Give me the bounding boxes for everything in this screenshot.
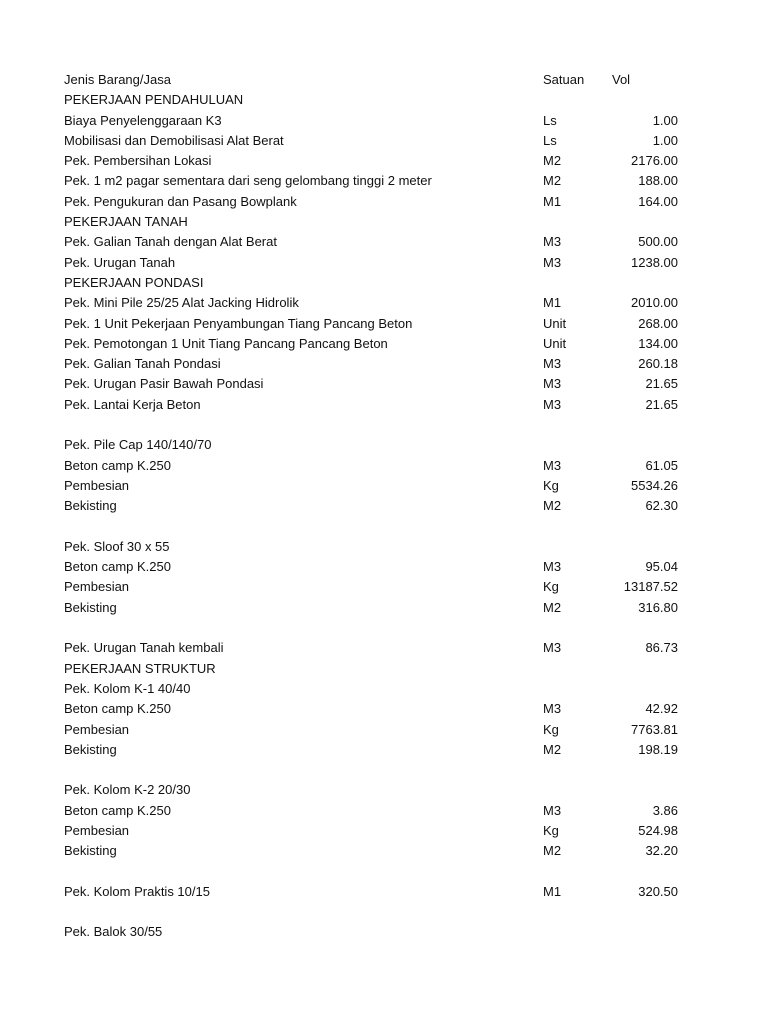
item-description: Pek. Kolom Praktis 10/15 xyxy=(64,883,210,899)
item-description: Pek. Galian Tanah dengan Alat Berat xyxy=(64,234,277,250)
item-unit: M3 xyxy=(543,254,562,270)
item-volume: 260.18 xyxy=(638,356,678,372)
table-row xyxy=(64,638,704,658)
table-row xyxy=(64,618,704,638)
item-unit: Ls xyxy=(543,112,557,128)
item-description: Pek. 1 Unit Pekerjaan Penyambungan Tiang Pancang Beton xyxy=(64,315,413,331)
table-row xyxy=(64,374,704,394)
item-description: Pek. Galian Tanah Pondasi xyxy=(64,356,221,372)
table-row xyxy=(64,821,704,841)
item-description: Bekisting xyxy=(64,843,117,859)
table-row xyxy=(64,882,704,902)
item-volume: 268.00 xyxy=(638,315,678,331)
table-row xyxy=(64,517,704,537)
table-row xyxy=(64,192,704,212)
table-row xyxy=(64,922,704,942)
item-description: Pek. Pengukuran dan Pasang Bowplank xyxy=(64,193,297,209)
item-unit: Kg xyxy=(543,822,559,838)
item-unit: M3 xyxy=(543,802,562,818)
item-volume: 3.86 xyxy=(652,802,678,818)
table-row xyxy=(64,780,704,800)
item-volume: 61.05 xyxy=(645,457,678,473)
item-description: Biaya Penyelenggaraan K3 xyxy=(64,112,222,128)
item-unit: Kg xyxy=(543,721,559,737)
header-vol-label: Vol xyxy=(612,72,631,87)
table-row xyxy=(64,314,704,334)
table-row xyxy=(64,659,704,679)
item-description: Pembesian xyxy=(64,822,130,838)
table-row xyxy=(64,334,704,354)
item-unit: M1 xyxy=(543,883,562,899)
item-description: Bekisting xyxy=(64,741,117,757)
table-row xyxy=(64,151,704,171)
table-row xyxy=(64,253,704,273)
item-description: Pek. 1 m2 pagar sementara dari seng gelombang tinggi 2 meter xyxy=(64,173,432,189)
item-description: Beton camp K.250 xyxy=(64,559,171,575)
item-volume: 316.80 xyxy=(638,599,678,615)
table-row xyxy=(64,232,704,252)
item-description: Pembesian xyxy=(64,579,130,595)
item-description: Beton camp K.250 xyxy=(64,457,171,473)
item-volume: 134.00 xyxy=(638,335,678,351)
table-row xyxy=(64,557,704,577)
item-unit: M3 xyxy=(543,396,562,412)
item-description: Beton camp K.250 xyxy=(64,701,171,717)
item-list xyxy=(64,90,704,942)
item-volume: 500.00 xyxy=(638,234,678,250)
item-description: PEKERJAAN PONDASI xyxy=(64,274,204,290)
table-row xyxy=(64,273,704,293)
item-volume: 7763.81 xyxy=(631,721,678,737)
item-volume: 95.04 xyxy=(645,559,678,575)
item-unit: M2 xyxy=(543,741,562,757)
item-unit: Kg xyxy=(543,477,559,493)
item-volume: 2010.00 xyxy=(631,295,678,311)
table-row xyxy=(64,456,704,476)
table-row xyxy=(64,902,704,922)
item-volume: 86.73 xyxy=(645,640,678,656)
item-unit: M2 xyxy=(543,599,562,615)
item-description: Bekisting xyxy=(64,599,117,615)
item-volume: 164.00 xyxy=(638,193,678,209)
item-volume: 42.92 xyxy=(645,701,678,717)
item-description: Pek. Kolom K-1 40/40 xyxy=(64,680,191,696)
item-volume: 1.00 xyxy=(652,132,678,148)
table-row xyxy=(64,395,704,415)
table-row xyxy=(64,293,704,313)
item-unit: M1 xyxy=(543,193,562,209)
table-row xyxy=(64,537,704,557)
item-description: Pek. Lantai Kerja Beton xyxy=(64,396,201,412)
table-row xyxy=(64,598,704,618)
table-row xyxy=(64,435,704,455)
table-row xyxy=(64,415,704,435)
item-unit: Unit xyxy=(543,315,567,331)
item-unit: Ls xyxy=(543,132,557,148)
table-row xyxy=(64,131,704,151)
table-row xyxy=(64,171,704,191)
item-unit: M2 xyxy=(543,498,562,514)
item-description: Pek. Pemotongan 1 Unit Tiang Pancang Pancang Beton xyxy=(64,335,388,351)
item-unit: M3 xyxy=(543,559,562,575)
table-row xyxy=(64,760,704,780)
table-row xyxy=(64,577,704,597)
item-description: Pembesian xyxy=(64,721,130,737)
item-unit: M3 xyxy=(543,376,562,392)
item-description: PEKERJAAN PENDAHULUAN xyxy=(64,92,244,108)
item-description: Bekisting xyxy=(64,498,117,514)
header-item-label: Jenis Barang/Jasa xyxy=(64,72,171,87)
table-row xyxy=(64,801,704,821)
header-unit-label: Satuan xyxy=(543,72,585,87)
item-description: PEKERJAAN STRUKTUR xyxy=(64,660,216,676)
item-volume: 198.19 xyxy=(638,741,678,757)
item-unit: M3 xyxy=(543,701,562,717)
item-description: Beton camp K.250 xyxy=(64,802,171,818)
table-row xyxy=(64,740,704,760)
item-volume: 1238.00 xyxy=(631,254,678,270)
table-row xyxy=(64,90,704,110)
item-unit: Kg xyxy=(543,579,559,595)
table-row xyxy=(64,699,704,719)
item-unit: Unit xyxy=(543,335,567,351)
table-row xyxy=(64,212,704,232)
table-row xyxy=(64,679,704,699)
item-unit: M3 xyxy=(543,234,562,250)
item-description: PEKERJAAN TANAH xyxy=(64,214,188,230)
table-row xyxy=(64,354,704,374)
item-volume: 320.50 xyxy=(638,883,678,899)
table-row xyxy=(64,111,704,131)
item-volume: 1.00 xyxy=(652,112,678,128)
item-unit: M2 xyxy=(543,153,562,169)
item-volume: 13187.52 xyxy=(623,579,678,595)
item-unit: M1 xyxy=(543,295,562,311)
item-description: Pembesian xyxy=(64,477,130,493)
table-row xyxy=(64,720,704,740)
item-volume: 32.20 xyxy=(645,843,678,859)
table-row xyxy=(64,862,704,882)
item-description: Pek. Urugan Tanah kembali xyxy=(64,640,224,656)
item-volume: 188.00 xyxy=(638,173,678,189)
item-volume: 21.65 xyxy=(645,396,678,412)
item-volume: 2176.00 xyxy=(631,153,678,169)
item-unit: M2 xyxy=(543,173,562,189)
item-description: Pek. Urugan Tanah xyxy=(64,254,176,270)
table-row xyxy=(64,476,704,496)
item-description: Pek. Balok 30/55 xyxy=(64,924,163,940)
item-description: Pek. Pembersihan Lokasi xyxy=(64,153,212,169)
item-description: Pek. Kolom K-2 20/30 xyxy=(64,782,191,798)
item-volume: 524.98 xyxy=(638,822,678,838)
item-unit: M3 xyxy=(543,640,562,656)
item-unit: M3 xyxy=(543,457,562,473)
item-description: Pek. Urugan Pasir Bawah Pondasi xyxy=(64,376,264,392)
item-volume: 21.65 xyxy=(645,376,678,392)
item-volume: 62.30 xyxy=(645,498,678,514)
item-unit: M2 xyxy=(543,843,562,859)
bill-of-quantities-sheet xyxy=(64,70,704,943)
header-row xyxy=(64,70,704,90)
item-description: Pek. Mini Pile 25/25 Alat Jacking Hidrolik xyxy=(64,295,299,311)
table-row xyxy=(64,841,704,861)
table-row xyxy=(64,496,704,516)
item-description: Mobilisasi dan Demobilisasi Alat Berat xyxy=(64,132,284,148)
item-description: Pek. Sloof 30 x 55 xyxy=(64,538,170,554)
item-volume: 5534.26 xyxy=(631,477,678,493)
item-description: Pek. Pile Cap 140/140/70 xyxy=(64,437,212,453)
item-unit: M3 xyxy=(543,356,562,372)
